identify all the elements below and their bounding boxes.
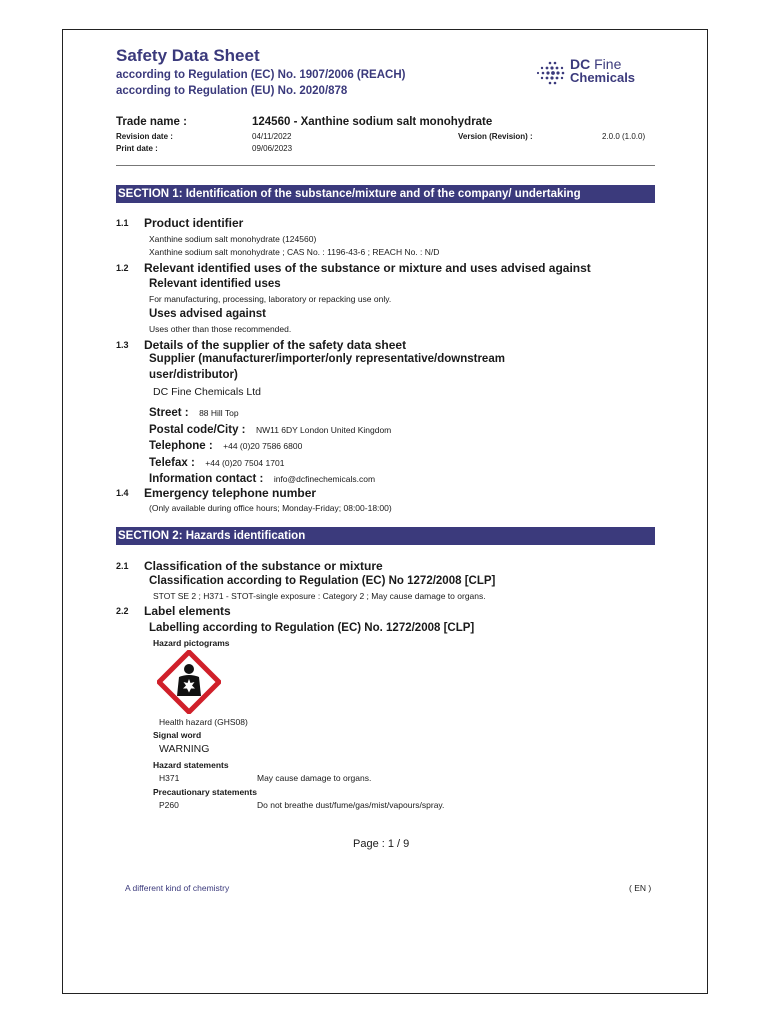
- pictogram-caption: Health hazard (GHS08): [159, 717, 248, 727]
- language-code: ( EN ): [629, 883, 652, 893]
- section-1-2-title: Relevant identified uses of the substance or mixture and uses advised against: [144, 261, 591, 275]
- page-number: Page : 1 / 9: [353, 838, 410, 850]
- section-2-2-title: Label elements: [144, 604, 231, 618]
- telephone-label: Telephone :: [149, 440, 213, 452]
- identified-uses-text: For manufacturing, processing, laboratory or repacking use only.: [149, 294, 392, 304]
- logo-text-line1: DC Fine: [570, 56, 622, 72]
- hazard-code: H371: [159, 773, 180, 783]
- section-2-1-number: 2.1: [116, 561, 129, 571]
- header-divider: [116, 165, 655, 166]
- section-1-1-title: Product identifier: [144, 216, 244, 230]
- street-row: [149, 403, 239, 421]
- telefax-label: Telefax :: [149, 457, 195, 469]
- version-value: 2.0.0 (1.0.0): [602, 132, 646, 141]
- information-contact-row: [149, 469, 375, 487]
- company-logo: [536, 56, 646, 92]
- hazard-statements-label: Hazard statements: [153, 760, 229, 770]
- ghs08-health-hazard-icon: [157, 650, 221, 714]
- footer-tagline: A different kind of chemistry: [125, 883, 230, 893]
- print-date-label: Print date :: [116, 144, 158, 153]
- section-2-2-number: 2.2: [116, 606, 129, 616]
- section-1-1-number: 1.1: [116, 218, 129, 228]
- labelling-subheading: Labelling according to Regulation (EC) No. 1272/2008 [CLP]: [149, 622, 475, 634]
- section-1-3-number: 1.3: [116, 340, 129, 350]
- street-label: Street :: [149, 407, 189, 419]
- telephone-value: +44 (0)20 7586 6800: [223, 441, 303, 451]
- telephone-row: [149, 436, 302, 454]
- section-1-4-title: Emergency telephone number: [144, 486, 317, 500]
- precautionary-text: Do not breathe dust/fume/gas/mist/vapours/spray.: [257, 800, 445, 810]
- uses-advised-against-heading: Uses advised against: [149, 308, 266, 320]
- section-2-1-title: Classification of the substance or mixture: [144, 559, 383, 573]
- postal-label: Postal code/City :: [149, 424, 246, 436]
- dc-fine-chemicals-logo-icon: [536, 60, 568, 86]
- telefax-value: +44 (0)20 7504 1701: [205, 458, 285, 468]
- document-title: Safety Data Sheet: [116, 46, 260, 65]
- product-identifier-line-1: Xanthine sodium salt monohydrate (124560): [149, 234, 317, 244]
- section-1-4-number: 1.4: [116, 488, 129, 498]
- emergency-phone-note: (Only available during office hours; Monday-Friday; 08:00-18:00): [149, 503, 392, 513]
- print-date-value: 09/06/2023: [252, 144, 293, 153]
- precautionary-statements-label: Precautionary statements: [153, 787, 257, 797]
- logo-text-line2: Chemicals: [570, 70, 636, 85]
- revision-date-value: 04/11/2022: [252, 132, 292, 141]
- precautionary-code: P260: [159, 800, 179, 810]
- hazard-pictograms-label: Hazard pictograms: [153, 638, 230, 648]
- identified-uses-heading: Relevant identified uses: [149, 278, 281, 290]
- classification-text: STOT SE 2 ; H371 - STOT-single exposure : Category 2 ; May cause damage to organs.: [153, 591, 486, 601]
- supplier-heading-line-1: Supplier (manufacturer/importer/only representative/downstream: [149, 353, 505, 365]
- section-2-heading: SECTION 2: Hazards identification: [116, 527, 655, 545]
- trade-name-label: Trade name :: [116, 116, 187, 128]
- supplier-heading-line-2: user/distributor): [149, 369, 238, 381]
- section-1-2-number: 1.2: [116, 263, 129, 273]
- version-label: Version (Revision) :: [458, 132, 533, 141]
- classification-subheading: Classification according to Regulation (EC) No 1272/2008 [CLP]: [149, 575, 496, 587]
- postal-value: NW11 6DY London United Kingdom: [255, 425, 392, 435]
- street-value: 88 Hill Top: [199, 408, 239, 418]
- company-name: DC Fine Chemicals Ltd: [153, 386, 261, 398]
- regulation-line-2: according to Regulation (EU) No. 2020/878: [116, 85, 348, 97]
- hazard-text: May cause damage to organs.: [257, 773, 372, 783]
- revision-date-label: Revision date :: [116, 132, 173, 141]
- trade-name-value: 124560 - Xanthine sodium salt monohydrate: [252, 116, 493, 128]
- product-identifier-line-2: Xanthine sodium salt monohydrate ; CAS No. : 1196-43-6 ; REACH No. : N/D: [149, 247, 440, 257]
- regulation-line-1: according to Regulation (EC) No. 1907/2006 (REACH): [116, 69, 406, 81]
- signal-word-label: Signal word: [153, 730, 202, 740]
- information-contact-value: info@dcfinechemicals.com: [273, 474, 376, 484]
- information-contact-label: Information contact :: [149, 473, 264, 485]
- uses-advised-against-text: Uses other than those recommended.: [149, 324, 292, 334]
- section-1-heading: SECTION 1: Identification of the substance/mixture and of the company/ undertaking: [116, 185, 655, 203]
- signal-word-value: WARNING: [159, 743, 210, 755]
- section-1-3-title: Details of the supplier of the safety data sheet: [144, 338, 407, 352]
